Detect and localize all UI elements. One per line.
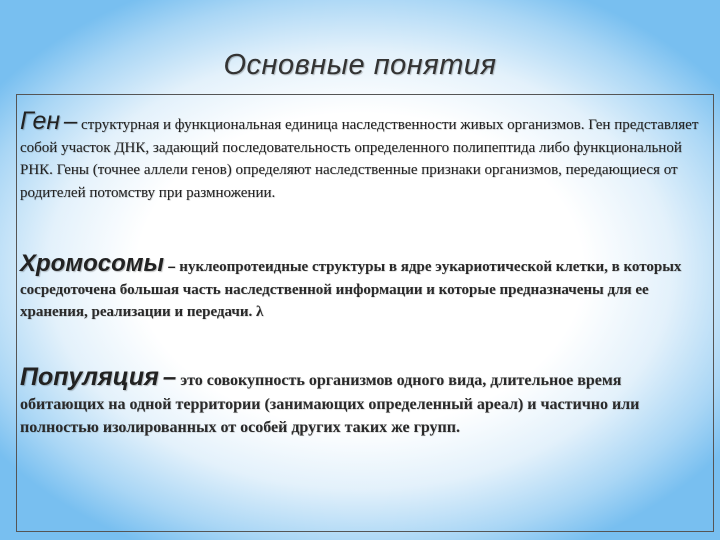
definition-gene-text: структурная и функциональная единица наследственности живых организмов. Ген представляет собой участок ДНК, задающий последовательность определенного полипептида либо функциональной РНК. Гены (точнее аллели генов) определяют наследственные признаки организмов, передающиеся от родителей потомству при размножении. — [20, 117, 699, 201]
term-gene: Ген — [20, 107, 61, 135]
term-dash: – — [167, 258, 176, 274]
definition-population — [20, 363, 708, 440]
slide-title: Основные понятия — [223, 49, 497, 81]
term-chromosomes: Хромосомы — [20, 250, 164, 277]
definition-chromosomes — [20, 250, 708, 324]
term-dash: – — [162, 364, 177, 391]
term-population: Популяция — [20, 363, 159, 391]
term-dash: – — [63, 108, 78, 135]
definition-population-text: это совокупность организмов одного вида, длительное время обитающих на одной территории (занимающих определенный ареал) и частично или полностью изолированных от особей других таких же групп. — [20, 372, 640, 436]
definition-chromosomes-text: нуклеопротеидные структуры в ядре эукариотической клетки, в которых сосредоточена большая часть наследственной информации и которые предназначены для ее хранения, реализации и передачи. λ — [20, 259, 682, 320]
definition-gene — [20, 107, 708, 204]
